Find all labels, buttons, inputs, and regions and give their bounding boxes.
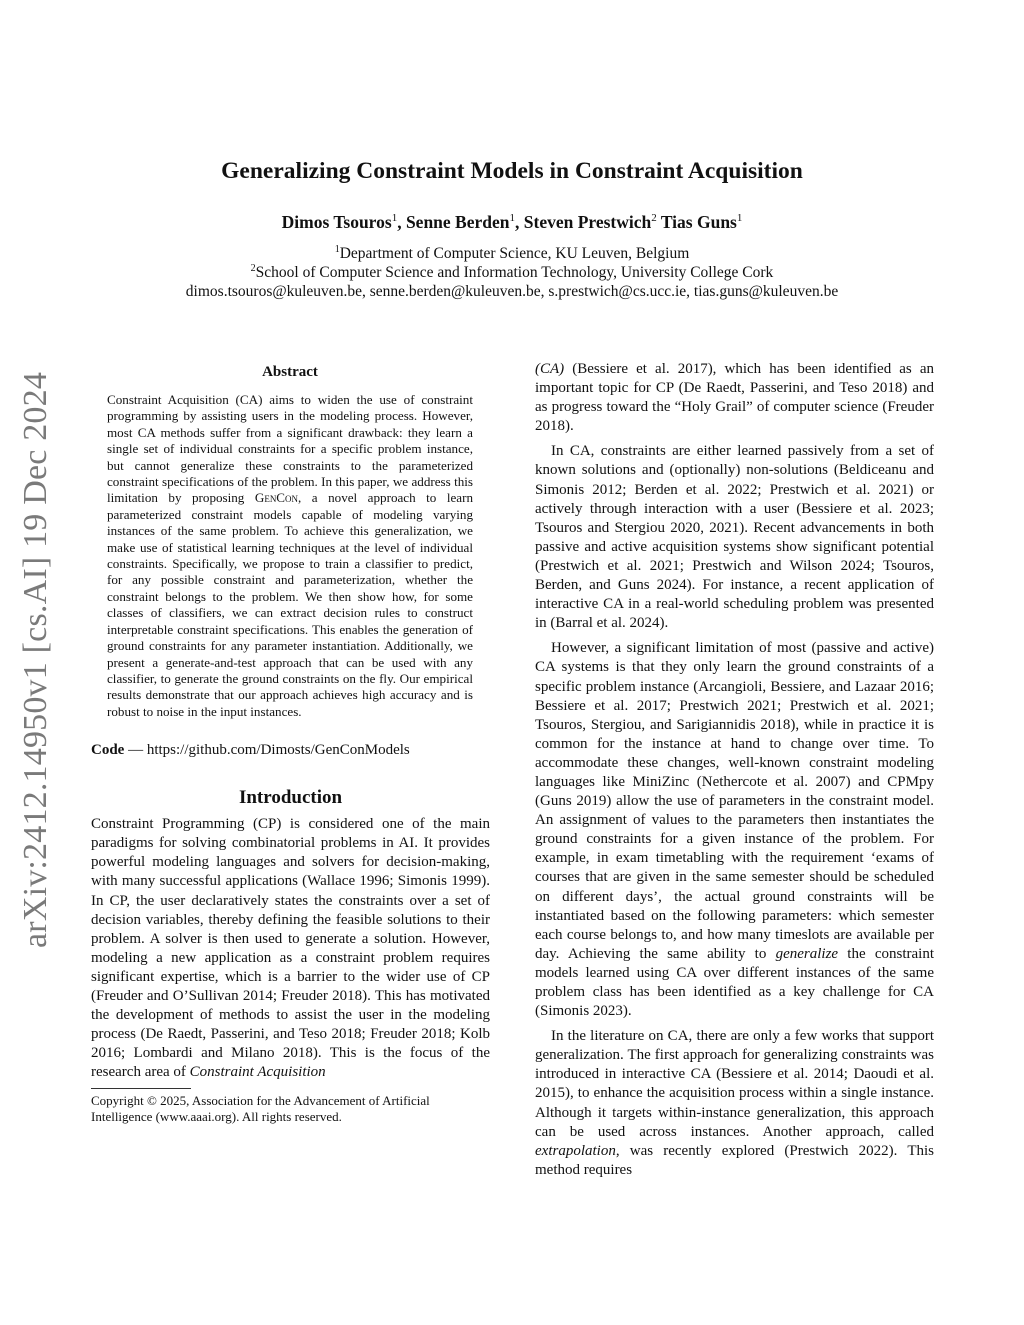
author-affiliation-mark: 2 (651, 212, 657, 225)
author-affiliation-mark: 1 (391, 212, 398, 225)
continued-paragraph (535, 360, 934, 436)
author-affiliation-mark: 1 (509, 212, 516, 225)
author-name: Steven Prestwich (523, 212, 652, 232)
code-link-line (91, 742, 490, 759)
affiliation-text: Department of Computer Science, KU Leuven, Belgium (339, 245, 690, 263)
code-label: Code (91, 742, 125, 759)
paragraph-text: However, a significant limitation of most (passive and active) CA systems is that they only learn the ground constraints of a specific problem instance (Arcangioli, Bessiere, and Lazaar 2016; Bessiere et al. 2017; Prestwich 2021; Prestwich et al. 2021; Tsouros, Stergiou, and Sarigiannidis 2018), while in practice it is common for the instance at hand to change over time. To accommodate these changes, well-known constraint modeling languages like MiniZinc (Nethercote et al. 2007) and CPMpy (Guns 2019) allow the use of parameters in the constraint model. An assignment of values to the parameters then instantiates the ground constraints for a given instance of the problem. For example, in exam timetabling with the requirement ‘exams of courses that are given in the same semester should be scheduled on different days’, the actual ground constraints will be instantiated based on the following parameters: which semester each course belongs to, and how many timeslots are available per day. Achieving the same ability to (535, 640, 934, 962)
paragraph-ca-learning: In CA, constraints are either learned passively from a set of known solutions and (optionally) non-solutions (Beldiceanu and Simonis 2012; Berden et al. 2022; Prestwich et al. 2021) or actively through interaction with a user (Bessiere et al. 2023; Tsouros and Stergiou 2020, 2021). Recent advancements in both passive and active acquisition systems show significant potential (Prestwich et al. 2021; Prestwich and Wilson 2024; Tsouros, Berden, and Guns 2024). For instance, a recent application of interactive CA in a real-world scheduling problem was presented in (Barral et al. 2024). (535, 443, 934, 632)
affiliation-2 (0, 263, 1024, 282)
code-url[interactable]: — https://github.com/Dimosts/GenConModels (124, 742, 410, 759)
affiliation-number: 2 (250, 263, 256, 274)
emphasized-term: generalize (775, 945, 839, 962)
emphasized-term: Constraint Acquisition (189, 1064, 326, 1081)
abstract-text-part: , a novel approach to learn parameterized constraint models capable of modeling varying instances of the same problem. To achieve this generalization, we make use of statistical learning techniques at the level of individual constraints. Specifically, we propose to train a classifier to predict, for any possible constraint and parameterization, whether the constraint belongs to the problem. We then show how, for some classes of classifiers, we can extract decision rules to construct interpretable constraint specifications. This enables the generation of ground constraints for any parameter instantiation. Additionally, we present a generate-and-test approach that can be used with any classifier, to generate the ground constraints on the fly. Our empirical results demonstrate that our approach achieves high accuracy and is robust to noise in the input instances. (107, 490, 473, 719)
footnote-rule (91, 1088, 191, 1089)
author-name: Senne Berden (405, 212, 510, 232)
paragraph-text: Constraint Programming (CP) is considered one of the main paradigms for solving combinatorial problems in AI. It provides powerful modeling languages and solvers for decision-making, with many successful applications (Wallace 1996; Simonis 1999). In CP, the user declaratively states the constraints over a set of decision variables, thereby defining the feasible solutions to their problem. A solver is then used to generate a solution. However, modeling a new application as a constraint problem requires significant expertise, which is a barrier to the wider use of CP (Freuder and O’Sullivan 2014; Freuder 2018). This has motivated the development of methods to assist the user in the modeling process (De Raedt, Passerini, and Teso 2018; Freuder 2018; Kolb 2016; Lombardi and Milano 2018). This is the focus of the research area of (91, 816, 490, 1081)
affiliation-number: 1 (334, 244, 340, 255)
paragraph-generalization (535, 1027, 934, 1180)
emphasized-term: (CA) (535, 361, 565, 377)
copyright-footnote: Copyright © 2025, Association for the Advancement of Artificial Intelligence (www.aaai.org). All rights reserved. (91, 1093, 430, 1125)
author-affiliation-mark: 1 (736, 212, 743, 225)
paragraph-text: , was recently explored (Prestwich 2022). This method requires (535, 1142, 934, 1178)
paper-title: Generalizing Constraint Models in Constraint Acquisition (221, 158, 803, 184)
author-list: Dimos Tsouros$^1$, Senne Berden$^1$, Steven Prestwich$^2$ Tias Guns$^1$ (281, 212, 743, 232)
abstract-text-part: Constraint Acquisition (CA) aims to widen the use of constraint programming by assisting users in the modeling process. However, most CA methods suffer from a significant drawback: they learn a single set of individual constraints for a specific problem instance, but cannot generalize these constraints to the parameterized constraint specifications of the problem. In this paper, we address this limitation by proposing (107, 392, 473, 506)
introduction-paragraph (91, 815, 490, 1082)
right-column (535, 360, 934, 1180)
author-name: Dimos Tsouros (281, 212, 392, 232)
introduction-heading: Introduction (238, 787, 343, 809)
abstract-text (107, 392, 473, 720)
arxiv-identifier: arXiv:2412.14950v1 [cs.AI] 19 Dec 2024 (17, 371, 54, 948)
author-emails: dimos.tsouros@kuleuven.be, senne.berden@kuleuven.be, s.prestwich@cs.ucc.ie, tias.guns@kuleuven.be (185, 283, 839, 300)
paragraph-text: (Bessiere et al. 2017), which has been identified as an important topic for CP (De Raedt, Passerini, and Teso 2018) and as progress toward the “Holy Grail” of computer science (Freuder 2018). (535, 361, 934, 435)
left-column (91, 360, 490, 1125)
paragraph-text: the constraint models learned using CA over different instances of the same problem class has been identified as a key challenge for CA (Simonis 2023). (535, 945, 934, 1020)
author-name: Tias Guns (660, 212, 737, 232)
abstract-heading: Abstract (262, 364, 318, 380)
affiliation-text: School of Computer Science and Information Technology, University College Cork (255, 264, 774, 282)
emphasized-term: extrapolation (535, 1142, 616, 1159)
method-name: GenCon (254, 490, 299, 506)
paragraph-text: In the literature on CA, there are only a few works that support generalization. The first approach for generalizing constraints was introduced in interactive CA (Bessiere et al. 2014; Daoudi et al. 2015), to enhance the acquisition process within a single instance. Although it targets within-instance generalization, this approach can be used across instances. Another approach, called (535, 1028, 934, 1140)
paragraph-limitation (535, 639, 934, 1021)
affiliation-1 (0, 244, 1024, 263)
